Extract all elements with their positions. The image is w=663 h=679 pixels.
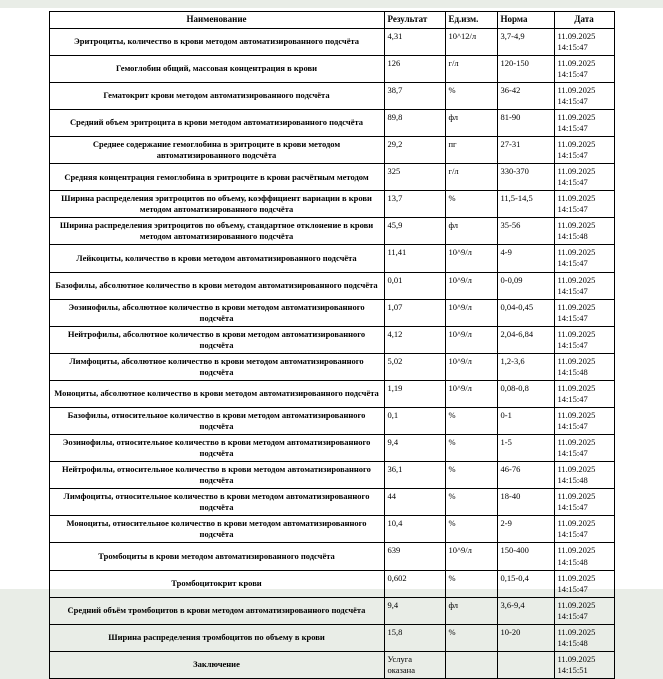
test-date: 11.09.2025 14:15:47 (554, 299, 614, 326)
test-date: 11.09.2025 14:15:51 (554, 651, 614, 678)
test-result: 44 (384, 489, 445, 516)
test-name: Эозинофилы, относительное количество в крови методом автоматизированного подсчёта (49, 435, 384, 462)
test-unit (445, 651, 497, 678)
test-date: 11.09.2025 14:15:47 (554, 326, 614, 353)
table-row (49, 462, 614, 489)
test-result: 36,1 (384, 462, 445, 489)
test-unit: фл (445, 218, 497, 245)
test-date: 11.09.2025 14:15:47 (554, 570, 614, 597)
test-norm: 18-40 (497, 489, 554, 516)
test-result: 0,602 (384, 570, 445, 597)
test-date: 11.09.2025 14:15:47 (554, 489, 614, 516)
test-date: 11.09.2025 14:15:47 (554, 516, 614, 543)
test-date: 11.09.2025 14:15:48 (554, 353, 614, 380)
test-name: Моноциты, абсолютное количество в крови методом автоматизированного подсчёта (49, 380, 384, 407)
test-name: Базофилы, абсолютное количество в крови методом автоматизированного подсчёта (49, 272, 384, 299)
test-unit: % (445, 435, 497, 462)
table-row (49, 651, 614, 678)
test-unit: % (445, 462, 497, 489)
test-result: 11,41 (384, 245, 445, 272)
header-date: Дата (554, 12, 614, 29)
test-unit: % (445, 489, 497, 516)
header-name: Наименование (49, 12, 384, 29)
test-unit: г/л (445, 55, 497, 82)
test-result: 5,02 (384, 353, 445, 380)
table-row (49, 353, 614, 380)
table-body (49, 28, 614, 678)
test-date: 11.09.2025 14:15:47 (554, 272, 614, 299)
table-row (49, 245, 614, 272)
test-name: Ширина распределения тромбоцитов по объему в крови (49, 624, 384, 651)
test-norm: 36-42 (497, 82, 554, 109)
table-row (49, 218, 614, 245)
table-row (49, 137, 614, 164)
test-name: Среднее содержание гемоглобина в эритроците в крови методом автоматизированного подсчёта (49, 137, 384, 164)
test-result: 10,4 (384, 516, 445, 543)
test-unit: % (445, 408, 497, 435)
test-name: Эозинофилы, абсолютное количество в крови методом автоматизированного подсчёта (49, 299, 384, 326)
table-row (49, 516, 614, 543)
table-row (49, 624, 614, 651)
test-result: 325 (384, 164, 445, 191)
test-date: 11.09.2025 14:15:47 (554, 435, 614, 462)
test-name: Гемоглобин общий, массовая концентрация в крови (49, 55, 384, 82)
test-unit: 10^9/л (445, 299, 497, 326)
test-norm: 46-76 (497, 462, 554, 489)
test-date: 11.09.2025 14:15:48 (554, 624, 614, 651)
test-unit: 10^9/л (445, 326, 497, 353)
test-unit: % (445, 191, 497, 218)
table-row (49, 164, 614, 191)
test-unit: % (445, 624, 497, 651)
test-result: 29,2 (384, 137, 445, 164)
test-norm: 35-56 (497, 218, 554, 245)
test-unit: % (445, 516, 497, 543)
test-date: 11.09.2025 14:15:47 (554, 380, 614, 407)
test-result: 4,12 (384, 326, 445, 353)
test-norm: 0,08-0,8 (497, 380, 554, 407)
test-date: 11.09.2025 14:15:47 (554, 109, 614, 136)
test-norm: 11,5-14,5 (497, 191, 554, 218)
test-unit: фл (445, 109, 497, 136)
test-date: 11.09.2025 14:15:47 (554, 245, 614, 272)
test-date: 11.09.2025 14:15:47 (554, 597, 614, 624)
test-name: Тромбоциты в крови методом автоматизированного подсчёта (49, 543, 384, 570)
test-norm: 0,04-0,45 (497, 299, 554, 326)
test-unit: % (445, 82, 497, 109)
test-unit: г/л (445, 164, 497, 191)
test-result: 45,9 (384, 218, 445, 245)
test-norm: 2-9 (497, 516, 554, 543)
test-date: 11.09.2025 14:15:47 (554, 191, 614, 218)
test-date: 11.09.2025 14:15:48 (554, 462, 614, 489)
test-result: 9,4 (384, 435, 445, 462)
table-row (49, 191, 614, 218)
test-unit: фл (445, 597, 497, 624)
test-name: Ширина распределения эритроцитов по объему, коэффициент вариации в крови методом автоматизированного подсчёта (49, 191, 384, 218)
table-row (49, 597, 614, 624)
test-unit: 10^9/л (445, 353, 497, 380)
test-name: Эритроциты, количество в крови методом автоматизированного подсчёта (49, 28, 384, 55)
test-norm: 0-1 (497, 408, 554, 435)
table-row (49, 109, 614, 136)
test-name: Ширина распределения эритроцитов по объему, стандартное отклонение в крови методом автоматизированного подсчёта (49, 218, 384, 245)
test-date: 11.09.2025 14:15:47 (554, 408, 614, 435)
test-result: 639 (384, 543, 445, 570)
lab-results-table (49, 11, 615, 679)
test-result: 15,8 (384, 624, 445, 651)
table-row (49, 28, 614, 55)
test-result: 4,31 (384, 28, 445, 55)
test-result: 1,07 (384, 299, 445, 326)
test-name: Средний объем эритроцита в крови методом автоматизированного подсчёта (49, 109, 384, 136)
header-result: Результат (384, 12, 445, 29)
test-norm: 2,04-6,84 (497, 326, 554, 353)
test-norm: 1-5 (497, 435, 554, 462)
test-norm: 10-20 (497, 624, 554, 651)
test-unit: пг (445, 137, 497, 164)
test-result: 9,4 (384, 597, 445, 624)
table-row (49, 380, 614, 407)
test-name: Тромбоцитокрит крови (49, 570, 384, 597)
test-name: Заключение (49, 651, 384, 678)
document-sheet (0, 8, 663, 675)
test-unit: 10^12/л (445, 28, 497, 55)
test-date: 11.09.2025 14:15:47 (554, 28, 614, 55)
test-result: 1,19 (384, 380, 445, 407)
test-result: 0,1 (384, 408, 445, 435)
table-row (49, 543, 614, 570)
test-name: Базофилы, относительное количество в крови методом автоматизированного подсчёта (49, 408, 384, 435)
table-row (49, 55, 614, 82)
test-norm: 330-370 (497, 164, 554, 191)
test-name: Нейтрофилы, относительное количество в крови методом автоматизированного подсчёта (49, 462, 384, 489)
test-name: Средний объём тромбоцитов в крови методом автоматизированного подсчёта (49, 597, 384, 624)
test-result: 89,8 (384, 109, 445, 136)
test-name: Лимфоциты, абсолютное количество в крови методом автоматизированного подсчёта (49, 353, 384, 380)
test-norm: 3,6-9,4 (497, 597, 554, 624)
test-unit: 10^9/л (445, 543, 497, 570)
header-unit: Ед.изм. (445, 12, 497, 29)
test-norm: 1,2-3,6 (497, 353, 554, 380)
test-result: Услуга оказана (384, 651, 445, 678)
header-norm: Норма (497, 12, 554, 29)
test-norm: 0-0,09 (497, 272, 554, 299)
test-unit: % (445, 570, 497, 597)
test-norm: 4-9 (497, 245, 554, 272)
test-date: 11.09.2025 14:15:47 (554, 55, 614, 82)
test-norm (497, 651, 554, 678)
test-name: Лейкоциты, количество в крови методом автоматизированного подсчёта (49, 245, 384, 272)
test-result: 0,01 (384, 272, 445, 299)
test-result: 38,7 (384, 82, 445, 109)
test-unit: 10^9/л (445, 380, 497, 407)
test-unit: 10^9/л (445, 245, 497, 272)
test-date: 11.09.2025 14:15:48 (554, 543, 614, 570)
table-row (49, 408, 614, 435)
test-norm: 27-31 (497, 137, 554, 164)
table-row (49, 326, 614, 353)
table-row (49, 299, 614, 326)
test-name: Средняя концентрация гемоглобина в эритроците в крови расчётным методом (49, 164, 384, 191)
test-name: Гематокрит крови методом автоматизированного подсчёта (49, 82, 384, 109)
test-norm: 81-90 (497, 109, 554, 136)
table-row (49, 272, 614, 299)
test-result: 126 (384, 55, 445, 82)
test-name: Нейтрофилы, абсолютное количество в крови методом автоматизированного подсчёта (49, 326, 384, 353)
test-date: 11.09.2025 14:15:47 (554, 164, 614, 191)
test-date: 11.09.2025 14:15:47 (554, 137, 614, 164)
test-result: 13,7 (384, 191, 445, 218)
test-norm: 0,15-0,4 (497, 570, 554, 597)
test-norm: 3,7-4,9 (497, 28, 554, 55)
test-unit: 10^9/л (445, 272, 497, 299)
test-date: 11.09.2025 14:15:47 (554, 82, 614, 109)
test-date: 11.09.2025 14:15:48 (554, 218, 614, 245)
table-row (49, 489, 614, 516)
table-row (49, 570, 614, 597)
table-row (49, 435, 614, 462)
test-name: Моноциты, относительное количество в крови методом автоматизированного подсчёта (49, 516, 384, 543)
test-norm: 120-150 (497, 55, 554, 82)
test-name: Лимфоциты, относительное количество в крови методом автоматизированного подсчёта (49, 489, 384, 516)
test-norm: 150-400 (497, 543, 554, 570)
table-row (49, 82, 614, 109)
table-header-row (49, 12, 614, 29)
